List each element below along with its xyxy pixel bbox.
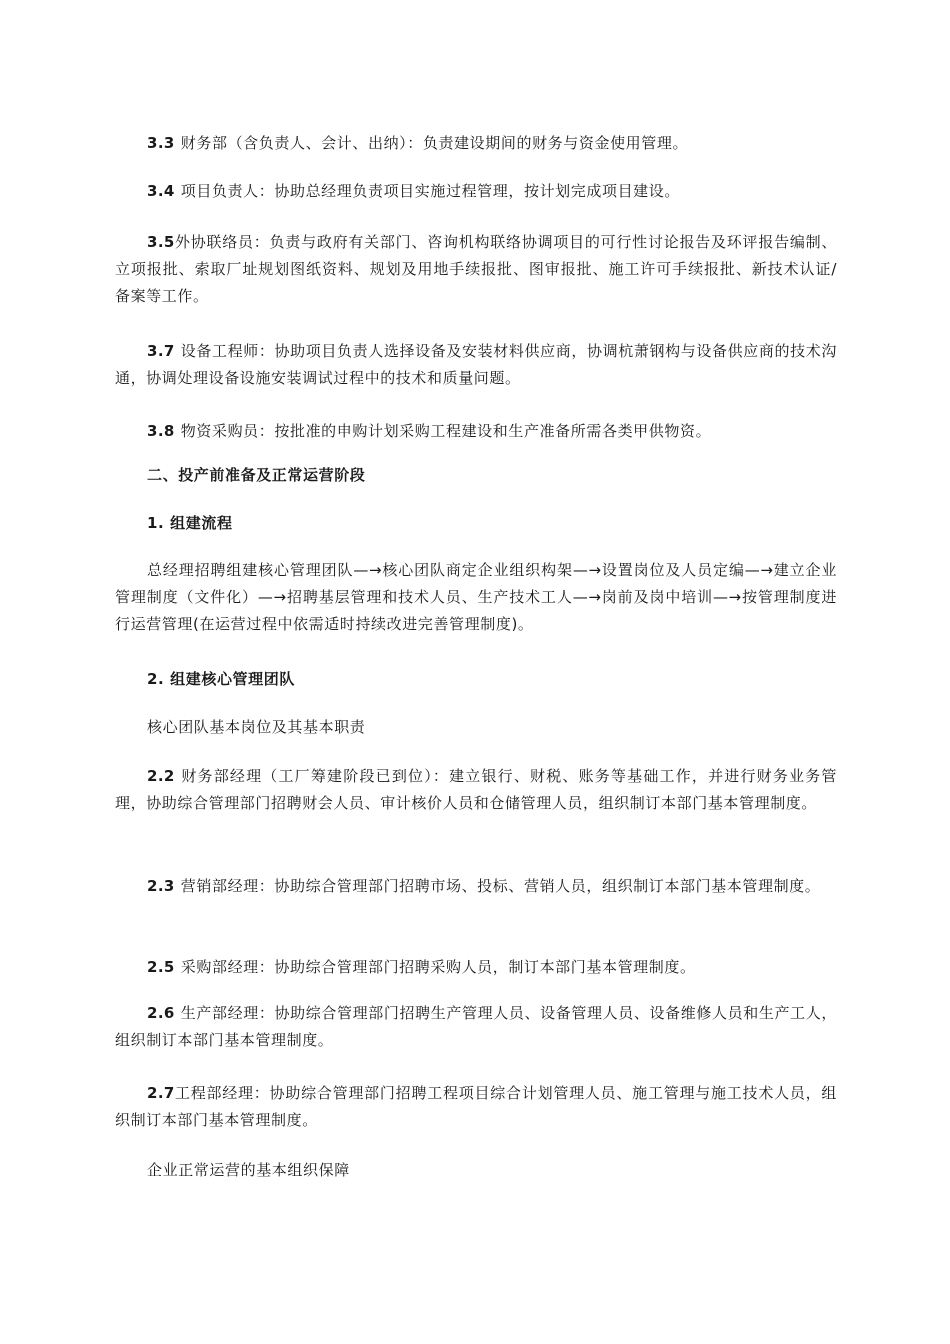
paragraph-text: 财务部（含负责人、会计、出纳）：负责建设期间的财务与资金使用管理。 <box>180 134 689 152</box>
core-team-intro: 核心团队基本岗位及其基本职责 <box>147 718 366 736</box>
section-number: 2.5 <box>147 958 175 976</box>
section-number: 3.7 <box>147 342 175 360</box>
role-2-7 <box>115 1080 837 1134</box>
paragraph-3-5 <box>115 229 837 310</box>
paragraph-text: 项目负责人：协助总经理负责项目实施过程管理，按计划完成项目建设。 <box>180 182 680 200</box>
paragraph-3-8 <box>115 418 837 445</box>
paragraph-text: 生产部经理：协助综合管理部门招聘生产管理人员、设备管理人员、设备维修人员和生产工人，组织制订本部门基本管理制度。 <box>115 1004 837 1049</box>
section-number: 3.4 <box>147 182 175 200</box>
section-number: 3.3 <box>147 134 175 152</box>
closing-line: 企业正常运营的基本组织保障 <box>147 1161 350 1179</box>
paragraph-3-4 <box>115 178 837 205</box>
paragraph-text: 财务部经理（工厂筹建阶段已到位）：建立银行、财税、账务等基础工作，并进行财务业务管理，协助综合管理部门招聘财会人员、审计核价人员和仓储管理人员，组织制订本部门基本管理制度。 <box>115 767 837 812</box>
role-2-2 <box>115 763 837 817</box>
role-2-6 <box>115 1000 837 1054</box>
section-number: 2.6 <box>147 1004 175 1022</box>
paragraph-text: 工程部经理：协助综合管理部门招聘工程项目综合计划管理人员、施工管理与施工技术人员，组织制订本部门基本管理制度。 <box>115 1084 837 1129</box>
section-number: 2.3 <box>147 877 175 895</box>
paragraph-text: 采购部经理：协助综合管理部门招聘采购人员，制订本部门基本管理制度。 <box>180 958 696 976</box>
flow-paragraph: 总经理招聘组建核心管理团队—→核心团队商定企业组织构架—→设置岗位及人员定编—→建立企业管理制度（文件化）—→招聘基层管理和技术人员、生产技术工人—→岗前及岗中培训—→按管理制度进行运营管理(在运营过程中依需适时持续改进完善管理制度)。 <box>115 561 837 633</box>
section-number: 2.2 <box>147 767 175 785</box>
paragraph-text: 物资采购员：按批准的申购计划采购工程建设和生产准备所需各类甲供物资。 <box>180 422 712 440</box>
role-2-3 <box>115 873 837 900</box>
paragraph-text: 设备工程师：协助项目负责人选择设备及安装材料供应商，协调杭萧钢构与设备供应商的技术沟通，协调处理设备设施安装调试过程中的技术和质量问题。 <box>115 342 837 387</box>
section-number: 3.5 <box>147 233 175 251</box>
paragraph-3-3 <box>115 130 837 157</box>
paragraph-text: 营销部经理：协助综合管理部门招聘市场、投标、营销人员，组织制订本部门基本管理制度。 <box>180 877 821 895</box>
section-number: 2.7 <box>147 1084 175 1102</box>
paragraph-text: 外协联络员：负责与政府有关部门、咨询机构联络协调项目的可行性讨论报告及环评报告编制、立项报批、索取厂址规划图纸资料、规划及用地手续报批、图审报批、施工许可手续报批、新技术认证/备案等工作。 <box>115 233 837 305</box>
paragraph-3-7 <box>115 338 837 392</box>
section-heading: 二、投产前准备及正常运营阶段 <box>147 466 366 484</box>
subsection-heading-2: 2. 组建核心管理团队 <box>147 670 295 688</box>
subsection-heading-1: 1. 组建流程 <box>147 514 233 532</box>
section-number: 3.8 <box>147 422 175 440</box>
role-2-5 <box>115 954 837 981</box>
